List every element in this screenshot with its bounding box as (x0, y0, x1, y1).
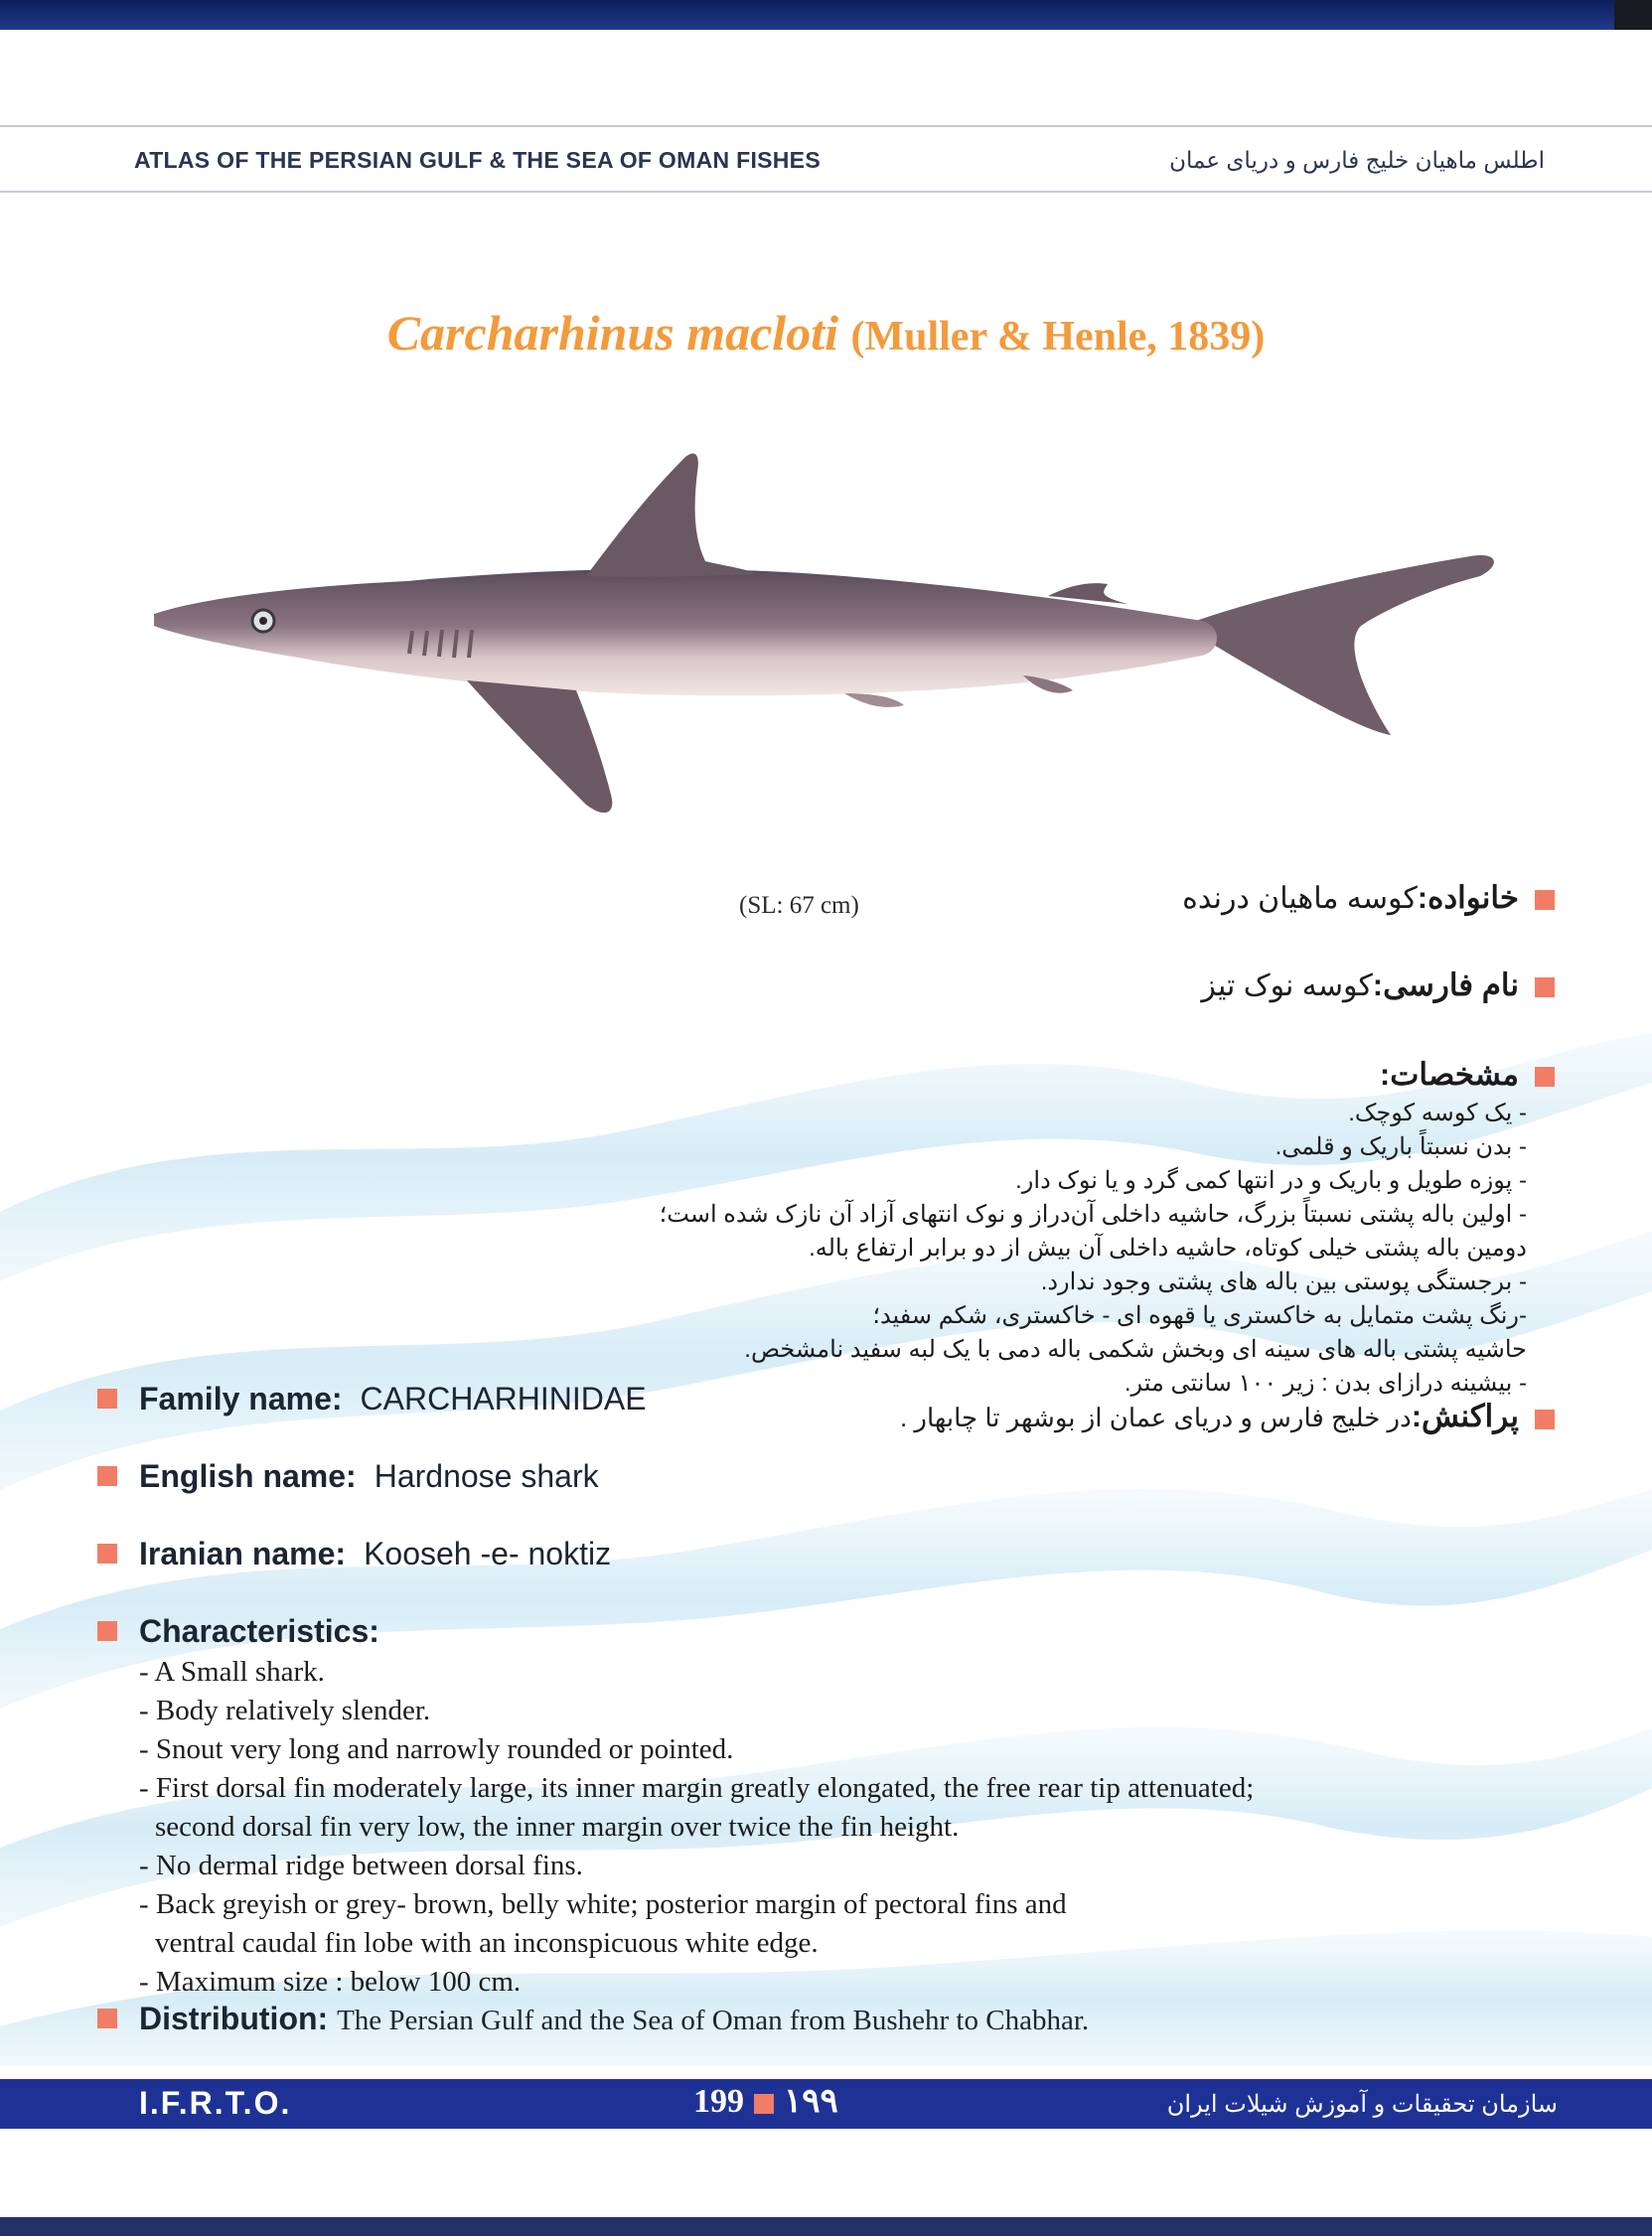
en-characteristic-line: second dorsal fin very low, the inner margin over twice the fin height. (155, 1811, 960, 1843)
scientific-name: Carcharhinus macloti (386, 305, 838, 361)
bullet-square-icon (1535, 1410, 1555, 1429)
species-authority: (Muller & Henle, 1839) (850, 314, 1266, 360)
fa-characteristic-line: دومین باله پشتی خیلی کوتاه، حاشیه داخلی آن بیش از دو برابر ارتفاع باله. (809, 1235, 1527, 1262)
fa-characteristic-line: - برجستگی پوستی بین باله های پشتی وجود ندارد. (1040, 1268, 1527, 1295)
en-family-value: CARCHARHINIDAE (360, 1381, 647, 1416)
en-common-name-row (97, 1458, 599, 1495)
fa-distribution-row (900, 1399, 1555, 1434)
bullet-square-icon (97, 1389, 117, 1409)
en-characteristics-heading (97, 1613, 379, 1650)
footer-organization-persian: سازمان تحقیقات و آموزش شیلات ایران (1166, 2091, 1558, 2118)
en-distribution-row (97, 2001, 1089, 2037)
fa-characteristic-line: - بیشینه درازای بدن : زیر ۱۰۰ سانتی متر. (1124, 1370, 1527, 1397)
fa-characteristics-heading (1380, 1057, 1555, 1093)
page-number-fa: ۱۹۹ (784, 2083, 838, 2120)
en-characteristic-line: - A Small shark. (139, 1656, 325, 1688)
shark-illustration (149, 437, 1579, 834)
bullet-square-icon (754, 2094, 774, 2114)
en-characteristic-line: - Maximum size : below 100 cm. (139, 1966, 522, 1998)
en-iranian-name-label: Iranian name: (139, 1536, 347, 1571)
footer-organization-abbrev: I.F.R.T.O. (139, 2085, 292, 2121)
bullet-square-icon (97, 2009, 117, 2028)
en-characteristic-line: - Snout very long and narrowly rounded or pointed. (139, 1733, 734, 1765)
fa-name-value: کوسه نوک تیز (1201, 969, 1373, 1002)
bullet-square-icon (1535, 977, 1555, 997)
en-distribution-value: The Persian Gulf and the Sea of Oman from Bushehr to Chabhar. (337, 2005, 1090, 2036)
en-family-label: Family name: (139, 1381, 343, 1416)
bullet-square-icon (97, 1466, 117, 1486)
fa-characteristic-line: حاشیه پشتی باله های سینه ای وبخش شکمی باله دمی با یک لبه سفید نامشخص. (744, 1336, 1527, 1363)
header-rule-bottom (0, 191, 1652, 193)
fa-family-value: کوسه ماهیان درنده (1182, 882, 1418, 915)
bullet-square-icon (1535, 1067, 1555, 1087)
page-number-en: 199 (693, 2083, 744, 2120)
en-family-row (97, 1381, 647, 1417)
fa-name-label: نام فارسی: (1372, 968, 1519, 1002)
fa-distribution-label: پراکنش: (1411, 1399, 1519, 1433)
fa-characteristics-list (660, 1097, 1527, 1401)
caudal-fin (1182, 555, 1494, 735)
fa-characteristic-line: - اولین باله پشتی نسبتاً بزرگ، حاشیه داخلی آن‌دراز و نوک انتهای آزاد آن نازک شده است؛ (659, 1201, 1527, 1228)
top-band (0, 0, 1652, 30)
header-rule-top (0, 125, 1652, 127)
en-distribution-label: Distribution: (139, 2001, 329, 2036)
bullet-square-icon (97, 1544, 117, 1564)
bottom-band (0, 2217, 1652, 2236)
bullet-square-icon (1535, 890, 1555, 910)
en-characteristics-list (139, 1653, 1254, 2002)
en-iranian-name-row (97, 1536, 611, 1572)
fa-family-label: خانواده: (1417, 880, 1519, 915)
fa-characteristic-line: -رنگ پشت متمایل به خاکستری یا قهوه ای - خاکستری، شکم سفید؛ (872, 1302, 1527, 1329)
en-characteristic-line: - Body relatively slender. (139, 1695, 431, 1726)
fa-distribution-value: در خلیج فارس و دریای عمان از بوشهر تا چابهار . (899, 1403, 1412, 1432)
en-iranian-name-value: Kooseh -e- noktiz (364, 1536, 612, 1571)
fa-characteristic-line: - بدن نسبتاً باریک و قلمی. (1275, 1133, 1527, 1160)
en-characteristic-line: - Back greyish or grey- brown, belly white; posterior margin of pectoral fins and (139, 1888, 1067, 1920)
fa-characteristics-label: مشخصات: (1379, 1057, 1519, 1092)
pectoral-fin (467, 680, 612, 813)
fa-characteristic-line: - یک کوسه کوچک. (1348, 1100, 1527, 1126)
top-band-edge (1614, 0, 1652, 30)
species-title (0, 304, 1652, 362)
page-number (693, 2081, 838, 2121)
header-title-english: ATLAS OF THE PERSIAN GULF & THE SEA OF OMAN FISHES (134, 147, 821, 173)
bullet-square-icon (97, 1621, 117, 1641)
standard-length-label: (SL: 67 cm) (739, 892, 859, 919)
fa-characteristic-line: - پوزه طویل و باریک و در انتها کمی گرد و یا نوک دار. (1015, 1167, 1527, 1194)
en-characteristic-line: - No dermal ridge between dorsal fins. (139, 1850, 583, 1881)
shark-body (154, 569, 1217, 696)
fa-family-row (1182, 880, 1555, 916)
en-characteristic-line: - First dorsal fin moderately large, its inner margin greatly elongated, the free rear tip attenuated; (139, 1772, 1255, 1804)
header-title-persian: اطلس ماهیان خلیج فارس و دریای عمان (1169, 147, 1545, 173)
en-characteristics-label: Characteristics: (139, 1613, 379, 1649)
first-dorsal-fin (586, 453, 757, 576)
en-common-name-value: Hardnose shark (374, 1458, 599, 1494)
en-characteristic-line: ventral caudal fin lobe with an inconspicuous white edge. (155, 1927, 819, 1959)
fa-name-row (1201, 968, 1555, 1003)
en-common-name-label: English name: (139, 1458, 357, 1494)
